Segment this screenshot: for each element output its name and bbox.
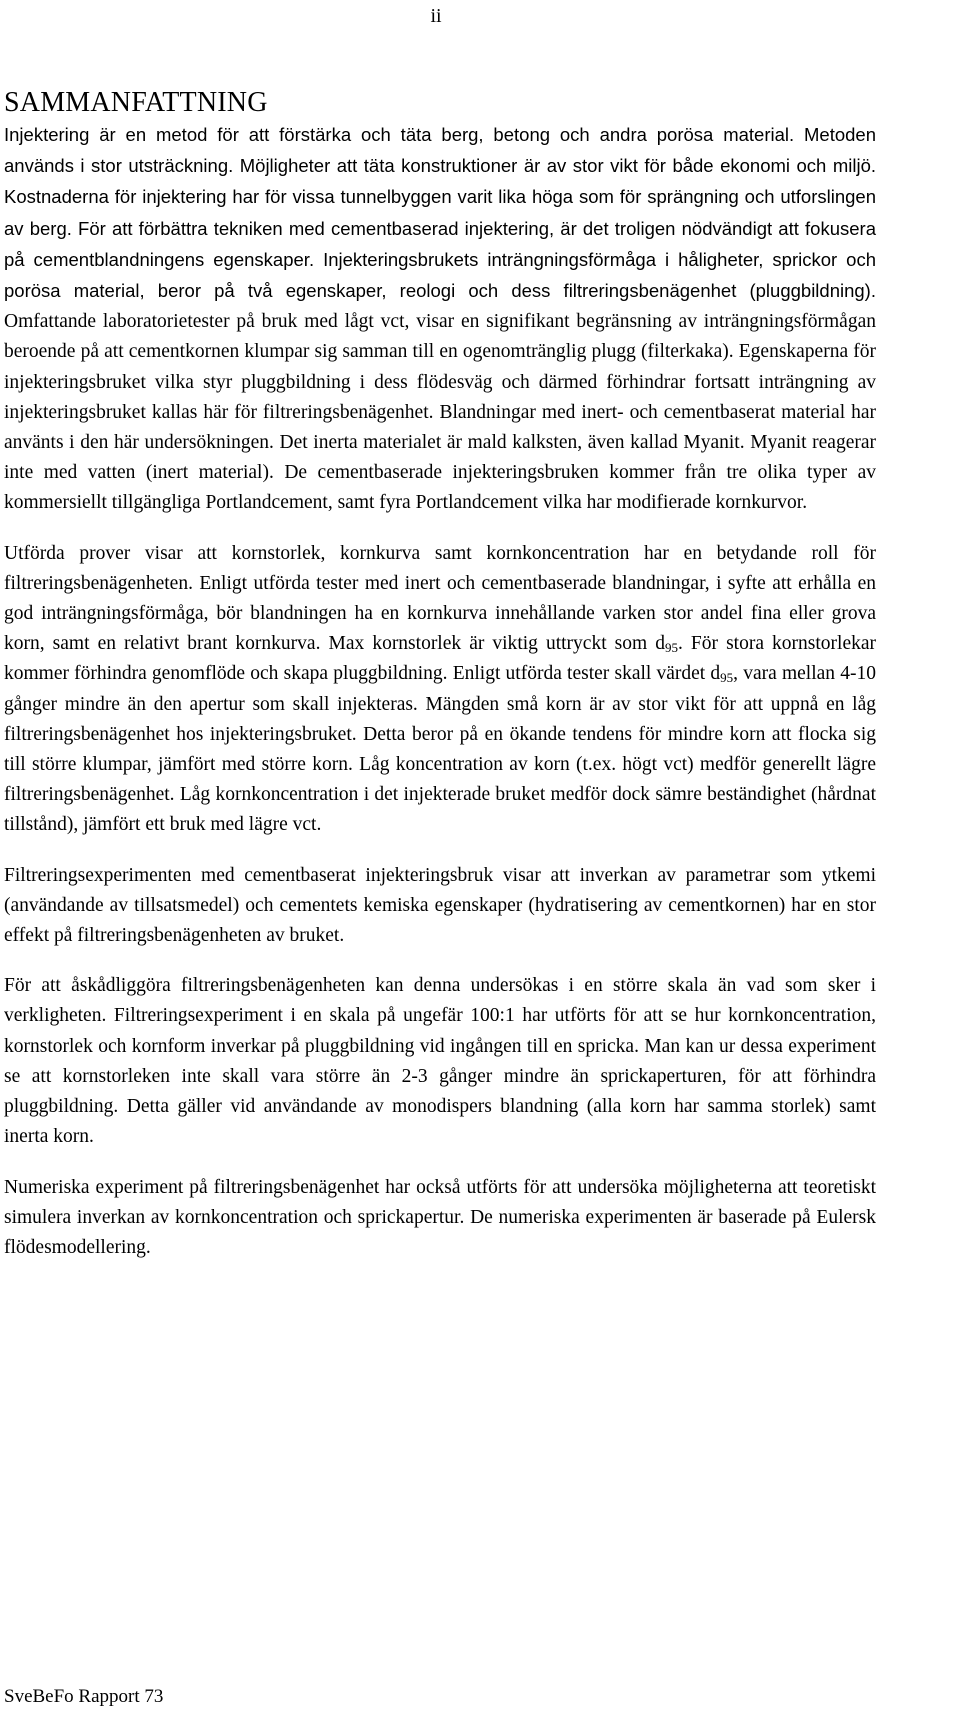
paragraph-intro	[4, 120, 876, 519]
paragraph-grain-size-text-b: . För stora kornstorlekar kommer förhindra genomflöde och skapa pluggbildning. Enligt utförda tester skall värdet d	[4, 633, 876, 685]
paragraph-intro-sans-text: Injektering är en metod för att förstärka och täta berg, betong och andra porösa material. Metoden används i stor utsträckning. Möjligheter att täta konstruktioner är av stor vikt för både ekonomi och miljö. Kostnaderna för injektering har för vissa tunnelbyggen varit lika höga som för sprängning och utforslingen av berg. För att förbättra tekniken med cementbaserad injektering, är det troligen nödvändigt att fokusera på cementblandningens egenskaper.	[4, 124, 876, 270]
document-body	[4, 86, 876, 1263]
section-heading: SAMMANFATTNING	[4, 87, 268, 118]
paragraph-filtration-experiments: Filtreringsexperimenten med cementbaserat injekteringsbruk visar att inverkan av parametrar som ytkemi (användande av tillsatsmedel) och cementets kemiska egenskaper (hydratisering av cementkornen) har en stor effekt på filtreringsbenägenheten av bruket.	[4, 864, 876, 947]
paragraph-intro-serif-text: Omfattande laboratorietester på bruk med lågt vct, visar en signifikant begränsning av inträngningsförmågan beroende på att cementkornen klumpar sig samman till en ogenomtränglig plugg (filterkaka). Egenskaperna för injekteringsbruket vilka styr pluggbildning i dess flödesväg och därmed förhindrar fortsatt inträngning av injekteringsbruket kallas här för filtreringsbenägenhet. Blandningar med inert- och cementbaserat material har använts i den här undersökningen. Det inerta materialet är mald kalksten, även kallad Myanit. Myanit reagerar inte med vatten (inert material). De cementbaserade injekteringsbruken kommer från tre olika typer av kommersiellt tillgängliga Portlandcement, samt fyra Portlandcement vilka har modifierade kornkurvor.	[4, 311, 876, 514]
d95-subscript-2: 95	[720, 670, 734, 686]
report-footer: SveBeFo Rapport 73	[4, 1686, 164, 1707]
paragraph-grain-size-text-c: , vara mellan 4-10 gånger mindre än den apertur som skall injekteras. Mängden små korn är av stor vikt för att uppnå en låg filtreringsbenägenhet hos injekteringsbruket. Detta beror på en ökande tendens för mindre korn att flocka sig till större klumpar, jämfört med större korn. Låg koncentration av korn (t.ex. högt vct) medför generellt lägre filtreringsbenägenhet. Låg kornkoncentration i det injekterade bruket medför dock sämre beständighet (hårdnat tillstånd), jämfört ett bruk med lägre vct.	[4, 663, 876, 836]
paragraph-numerical-experiments: Numeriska experiment på filtreringsbenägenhet har också utförts för att undersöka möjligheterna att teoretiskt simulera inverkan av kornkoncentration och sprickapertur. De numeriska experimenten är baserade på Eulersk flödesmodellering.	[4, 1176, 876, 1258]
paragraph-grain-size-text-a: Utförda prover visar att kornstorlek, kornkurva samt kornkoncentration har en betydande roll för filtreringsbenägenheten. Enligt utförda tester med inert och cementbaserade blandningar, i syfte att erhålla en god inträngningsförmåga, bör blandningen ha en kornkurva innehållande varken stor andel fina eller grova korn, samt en relativt brant kornkurva. Max kornstorlek är viktig uttryckt som d	[4, 542, 876, 655]
d95-subscript: 95	[664, 640, 678, 656]
paragraph-intro-sans-text-2: Injekteringsbrukets inträngningsförmåga i håligheter, sprickor och porösa material, beror på två egenskaper, reologi och dess filtreringsbenägenhet (pluggbildning).	[4, 248, 876, 302]
paragraph-scale-experiments: För att åskådliggöra filtreringsbenägenheten kan denna undersökas i en större skala än vad som sker i verkligheten. Filtreringsexperiment i en skala på ungefär 100:1 har utförts för att se hur kornkoncentration, kornstorlek och kornform inverkar på pluggbildning vid ingången till en spricka. Man kan ur dessa experiment se att kornstorleken inte skall vara större än 2-3 gånger mindre än sprickaperturen, för att förhindra pluggbildning. Detta gäller vid användande av monodispers blandning (alla korn har samma storlek) samt inerta korn.	[4, 975, 876, 1148]
paragraph-grain-size	[4, 539, 876, 841]
page-number: ii	[430, 5, 442, 27]
